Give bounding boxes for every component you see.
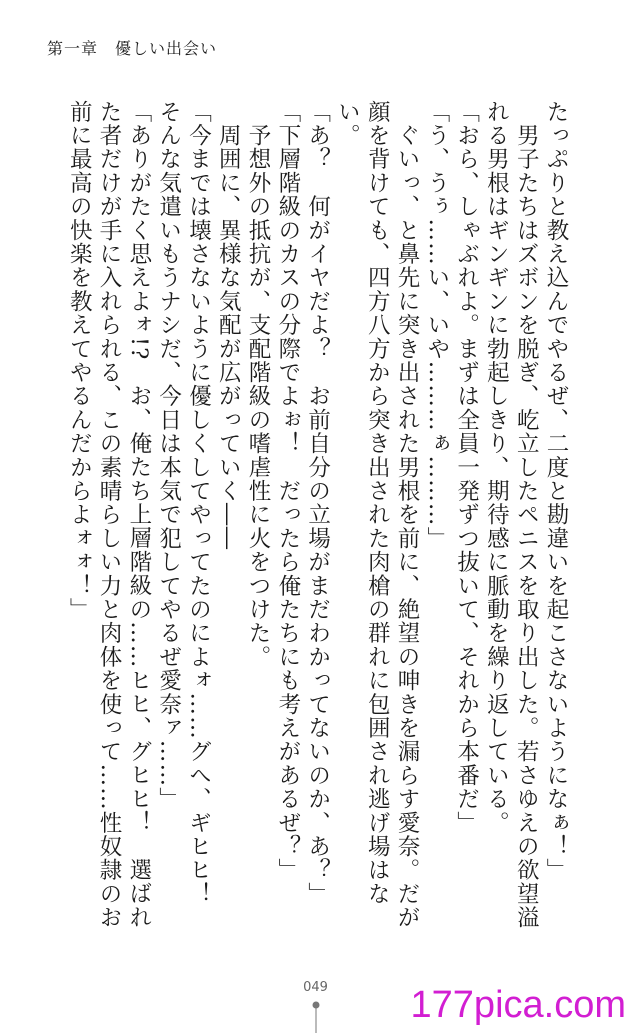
paragraph: 「おら、しゃぶれよ。まずは全員一発ずつ抜いて、それから本番だ」 [453, 100, 480, 835]
body-text [40, 100, 570, 950]
watermark: 177pica.com [410, 984, 626, 1026]
chapter-header: 第一章 優しい出会い [47, 39, 218, 58]
paragraph: 「あ？ 何がイヤだよ？ お前自分の立場がまだわかってないのか、あ？」 [304, 100, 331, 906]
paragraph: ぐいっ、と鼻先に突き出された男根を前に、絶望の呻きを漏らす愛奈。だが顔を背けても、四方八方から突き出された肉槍の群れに包囲され逃げ場はない。 [334, 100, 421, 930]
paragraph: 周囲に、異様な気配が広がっていく―― [215, 100, 242, 551]
page-number: 049 [303, 980, 328, 995]
paragraph: 男子たちはズボンを脱ぎ、屹立したペニスを取り出した。若さゆえの欲望溢れる男根はギンギンに勃起しきり、期待感に脈動を繰り返している。 [483, 100, 540, 930]
paragraph: 「今までは壊さないように優しくしてやってたのによォ……グへ、ギヒヒ！ そんな気遣いもうナシだ、今日は本気で犯してやるぜ愛奈ァ……」 [155, 100, 212, 930]
paragraph: 「下層階級のカスの分際でよぉ！ だったら俺たちにも考えがあるぜ？」 [274, 100, 301, 883]
paragraph: たっぷりと教え込んでやるぜ、二度と勘違いを起こさないようになぁ！」 [543, 100, 569, 883]
folio-ornament [311, 1000, 321, 1033]
paragraph: 「ありがたく思えよォ!? お、俺たち上層階級の……ヒヒ、グヒヒ！ 選ばれた者だけが手に入れられる、この素晴らしい力と肉体を使って……性奴隷のお前に最高の快楽を教えてやるんだからよォォ！」 [66, 100, 152, 930]
paragraph: 予想外の抵抗が、支配階級の嗜虐性に火をつけた。 [245, 100, 272, 669]
paragraph: 「う、うぅ……い、いや………ぁ………」 [423, 100, 450, 551]
